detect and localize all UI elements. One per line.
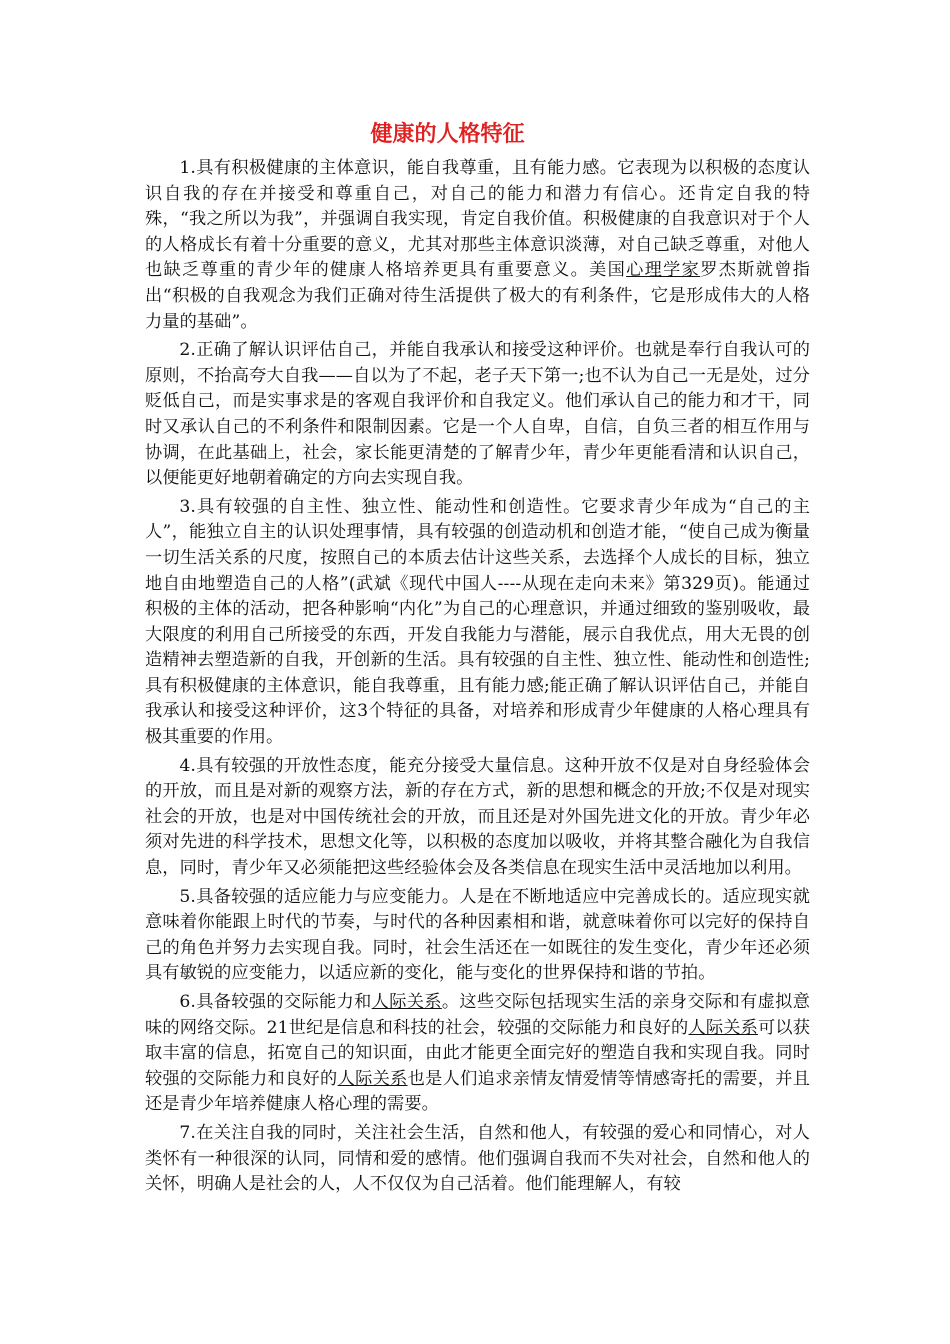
inline-link[interactable]: 人际关系 — [337, 1068, 408, 1089]
document-page — [145, 118, 810, 1201]
paragraph-3 — [145, 495, 810, 751]
inline-link[interactable]: 人际关系 — [371, 992, 442, 1012]
paragraph-text: 3.具有较强的自主性、独立性、能动性和创造性。它要求青少年成为“自己的主人”，能独立自主的认识处理事情，具有较强的创造动机和创造才能，“使自己成为衡量一切生活关系的尺度，按照自己的本质去估计这些关系，去选择个人成长的目标，独立地自由地塑造自己的人格”(武斌《现代中国人----从现在走向未来》第329页)。能通过积极的主体的活动，把各种影响“内化”为自己的心理意识，并通过细致的鉴别吸收，最大限度的利用自己所接受的东西，开发自我能力与潜能，展示自我优点，用大无畏的创造精神去塑造新的自我，开创新的生活。具有较强的自主性、独立性、能动性和创造性;具有积极健康的主体意识，能自我尊重，且有能力感;能正确了解认识评估自己，并能自我承认和接受这种评价，这3个特征的具备，对培养和形成青少年健康的人格心理具有极其重要的作用。 — [145, 496, 810, 748]
paragraph-7 — [145, 1121, 810, 1198]
paragraph-6 — [145, 990, 810, 1118]
paragraph-text: 5.具备较强的适应能力与应变能力。人是在不断地适应中完善成长的。适应现实就意味着你能跟上时代的节奏，与时代的各种因素相和谐，就意味着你可以完好的保持自己的角色并努力去实现自我。同时，社会生活还在一如既往的发生变化，青少年还必须具有敏锐的应变能力，以适应新的变化，能与变化的世界保持和谐的节拍。 — [145, 886, 810, 984]
paragraph-text: 4.具有较强的开放性态度，能充分接受大量信息。这种开放不仅是对自身经验体会的开放，而且是对新的观察方法，新的存在方式，新的思想和概念的开放;不仅是对现实社会的开放，也是对中国传统社会的开放，而且还是对外国先进文化的开放。青少年必须对先进的科学技术，思想文化等，以积极的态度加以吸收，并将其整合融化为自我信息，同时，青少年又必须能把这些经验体会及各类信息在现实生活中灵活地加以利用。 — [145, 755, 810, 879]
document-body — [145, 156, 810, 1198]
paragraph-text: 也是人们追求亲情友情爱情等情感寄托的需要，并且还是青少年培养健康人格心理的需要。 — [145, 1068, 810, 1115]
paragraph-text: 2.正确了解认识评估自己，并能自我承认和接受这种评价。也就是奉行自我认可的原则，不抬高夸大自我——自以为了不起，老子天下第一;也不认为自己一无是处，过分贬低自己，而是实事求是的客观自我评价和自我定义。他们承认自己的能力和才干，同时又承认自己的不利条件和限制因素。它是一个人自卑，自信，自负三者的相互作用与协调，在此基础上，社会，家长能更清楚的了解青少年，青少年更能看清和认识自己，以便能更好地朝着确定的方向去实现自我。 — [145, 340, 810, 489]
paragraph-text: 。这些交际包括现实生活的亲身交际和有虚拟意味的网络交际。21世纪是信息和科技的社会，较强的交际能力和良好的 — [145, 992, 810, 1038]
paragraph-2 — [145, 338, 810, 492]
paragraph-1 — [145, 156, 810, 335]
paragraph-5 — [145, 885, 810, 987]
inline-link[interactable]: 人际关系 — [688, 1017, 758, 1038]
paragraph-text: 罗杰斯就曾指出“积极的自我观念为我们正确对待生活提供了极大的有利条件，它是形成伟大的人格力量的基础”。 — [145, 260, 811, 332]
document-title: 健康的人格特征 — [370, 122, 525, 147]
paragraph-text: 7.在关注自我的同时，关注社会生活，自然和他人，有较强的爱心和同情心，对人类怀有一种很深的认同，同情和爱的感情。他们强调自我而不失对社会，自然和他人的关怀，明确人是社会的人，人不仅仅为自己活着。他们能理解人，有较 — [145, 1122, 810, 1195]
paragraph-text: 6.具备较强的交际能力和 — [179, 992, 372, 1012]
paragraph-4 — [145, 754, 810, 882]
paragraph-text: 可以获取丰富的信息，拓宽自己的知识面，由此才能更全面完好的塑造自我和实现自我。同时较强的交际能力和良好的 — [145, 1017, 810, 1089]
paragraph-text: 1.具有积极健康的主体意识，能自我尊重，且有能力感。它表现为以积极的态度认识自我的存在并接受和尊重自己，对自己的能力和潜力有信心。还肯定自我的特殊，“我之所以为我”，并强调自我实现，肯定自我价值。积极健康的自我意识对于个人的人格成长有着十分重要的意义，尤其对那些主体意识淡薄，对自己缺乏尊重，对他人也缺乏尊重的青少年的健康人格培养更具有重要意义。美国 — [145, 158, 810, 281]
inline-link[interactable]: 心理学家 — [626, 260, 701, 281]
